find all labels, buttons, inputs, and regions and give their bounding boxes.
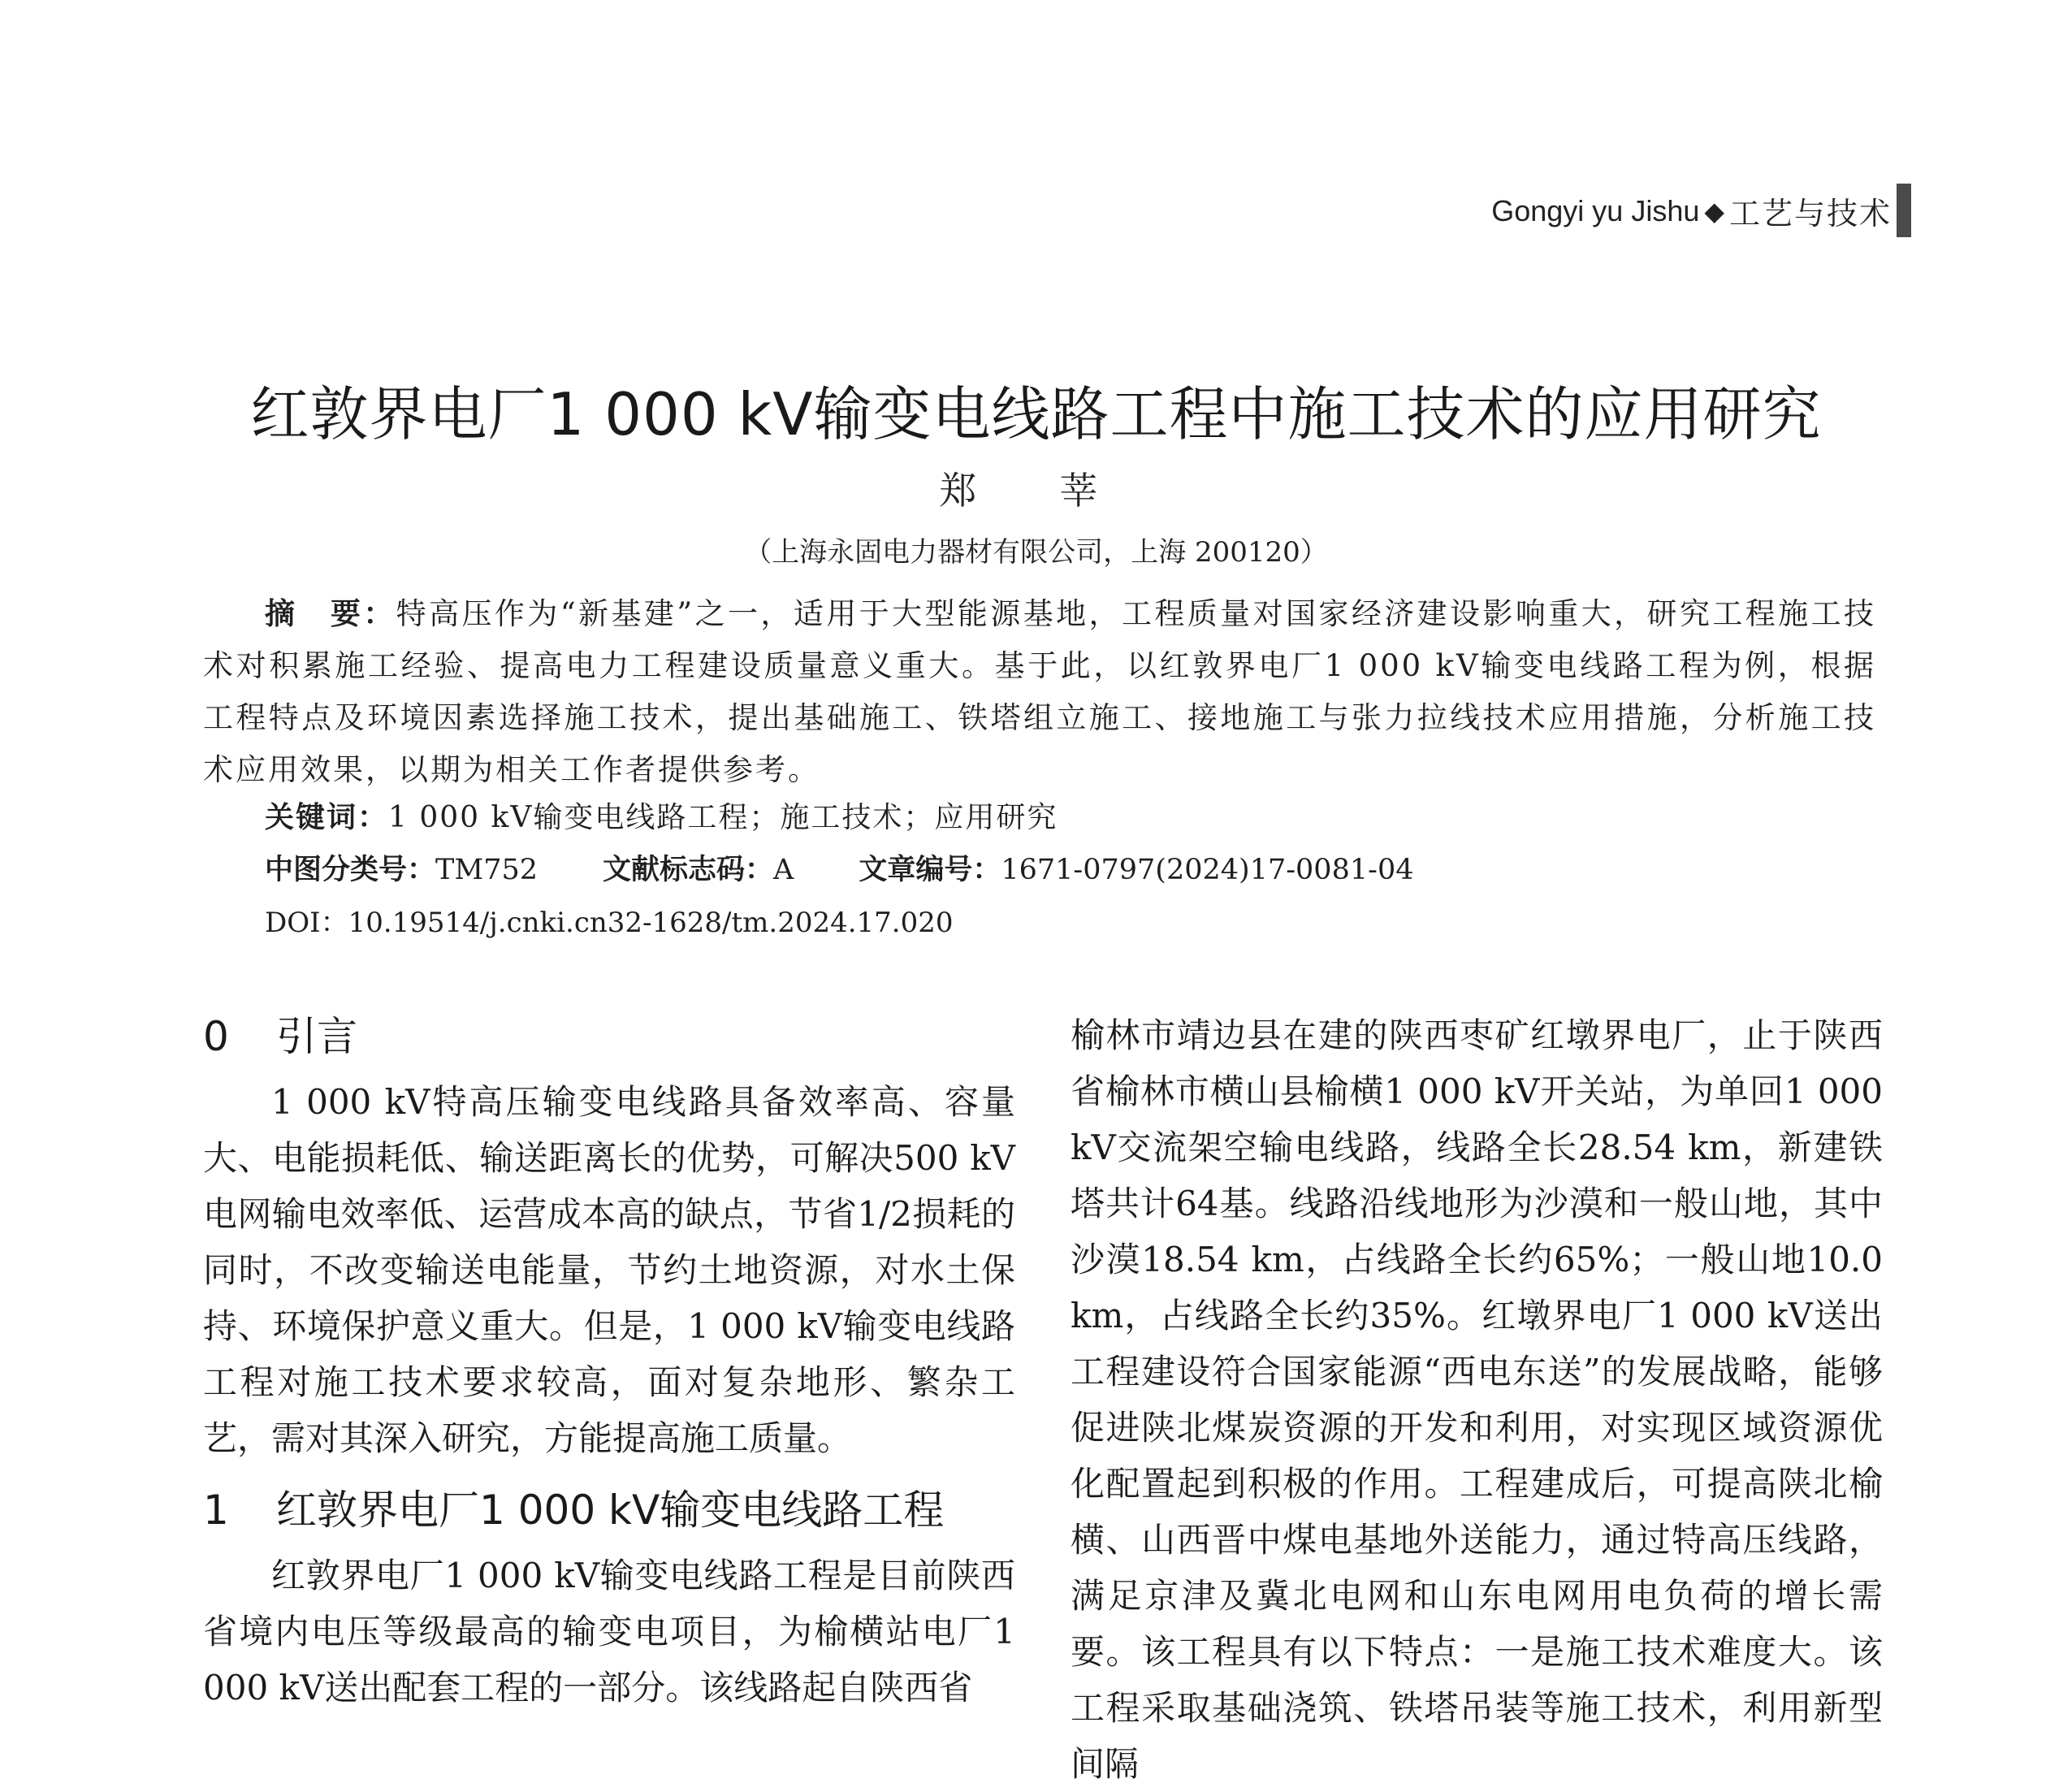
keywords-text: 1 000 kV输变电线路工程；施工技术；应用研究 <box>388 801 1058 834</box>
section-title: 红敦界电厂1 000 kV输变电线路工程 <box>276 1487 945 1534</box>
header-latin: Gongyi yu Jishu <box>1491 193 1700 227</box>
article-number-label: 文章编号： <box>859 854 1001 886</box>
author: 郑 莘 <box>939 469 1133 513</box>
header-bar <box>1897 184 1911 237</box>
section-0-heading <box>203 1007 1015 1066</box>
paper-title: 红敦界电厂1 000 kV输变电线路工程中施工技术的应用研究 <box>250 380 1822 448</box>
running-header <box>1491 188 1892 233</box>
keywords-label: 关键词： <box>265 801 389 834</box>
affiliation: （上海永固电力器材有限公司，上海 200120） <box>744 536 1328 569</box>
doi: DOI：10.19514/j.cnki.cn32-1628/tm.2024.17.020 <box>265 907 954 939</box>
section-title: 引言 <box>276 1013 357 1060</box>
article-number-value: 1671-0797(2024)17-0081-04 <box>1001 854 1414 886</box>
section-number: 0 <box>203 1013 229 1060</box>
section-1-continued-paragraph: 榆林市靖边县在建的陕西枣矿红墩界电厂，止于陕西省榆林市横山县榆横1 000 kV开关站，为单回1 000 kV交流架空输电线路，线路全长28.54 km，新建铁塔共计64基。线路沿线地形为沙漠和一般山地，其中沙漠18.54 km，占线路全长约65%；一般山地10.0 km，占线路全长约35%。红墩界电厂1 000 kV送出工程建设符合国家能源“西电东送”的发展战略，能够促进陕北煤炭资源的开发和利用，对实现区域资源优化配置起到积极的作用。工程建成后，可提高陕北榆横、山西晋中煤电基地外送能力，通过特高压线路，满足京津及冀北电网和山东电网用电负荷的增长需要。该工程具有以下特点：一是施工技术难度大。该工程采取基础浇筑、铁塔吊装等施工技术，利用新型间隔 <box>1071 1015 1883 1784</box>
clc-value: TM752 <box>435 854 539 886</box>
section-number: 1 <box>203 1487 229 1534</box>
abstract-label: 摘 要： <box>265 596 396 631</box>
abstract <box>203 588 1876 796</box>
left-column <box>203 1007 1015 1716</box>
section-1-heading <box>203 1481 1015 1539</box>
right-column <box>1071 1007 1883 1792</box>
classification-line <box>265 847 1478 888</box>
abstract-text: 特高压作为“新基建”之一，适用于大型能源基地，工程质量对国家经济建设影响重大，研究工程施工技术对积累施工经验、提高电力工程建设质量意义重大。基于此，以红敦界电厂1 000 kV输变电线路工程为例，根据工程特点及环境因素选择施工技术，提出基础施工、铁塔组立施工、接地施工与张力拉线技术应用措施，分析施工技术应用效果，以期为相关工作者提供参考。 <box>203 596 1876 787</box>
doc-code-value: A <box>773 854 794 886</box>
doc-code-label: 文献标志码： <box>603 854 774 886</box>
header-section: 工艺与技术 <box>1728 196 1892 232</box>
section-0-paragraph: 1 000 kV特高压输变电线路具备效率高、容量大、电能损耗低、输送距离长的优势，可解决500 kV电网输电效率低、运营成本高的缺点，节省1/2损耗的同时，不改变输送电能量，节约土地资源，对水土保持、环境保护意义重大。但是，1 000 kV输变电线路工程对施工技术要求较高，面对复杂地形、繁杂工艺，需对其深入研究，方能提高施工质量。 <box>203 1082 1015 1458</box>
clc-label: 中图分类号： <box>265 854 436 886</box>
diamond-icon: ◆ <box>1704 195 1724 227</box>
keywords <box>265 794 1058 836</box>
section-1-paragraph: 红敦界电厂1 000 kV输变电线路工程是目前陕西省境内电压等级最高的输变电项目，为榆横站电厂1 000 kV送出配套工程的一部分。该线路起自陕西省 <box>203 1556 1015 1708</box>
